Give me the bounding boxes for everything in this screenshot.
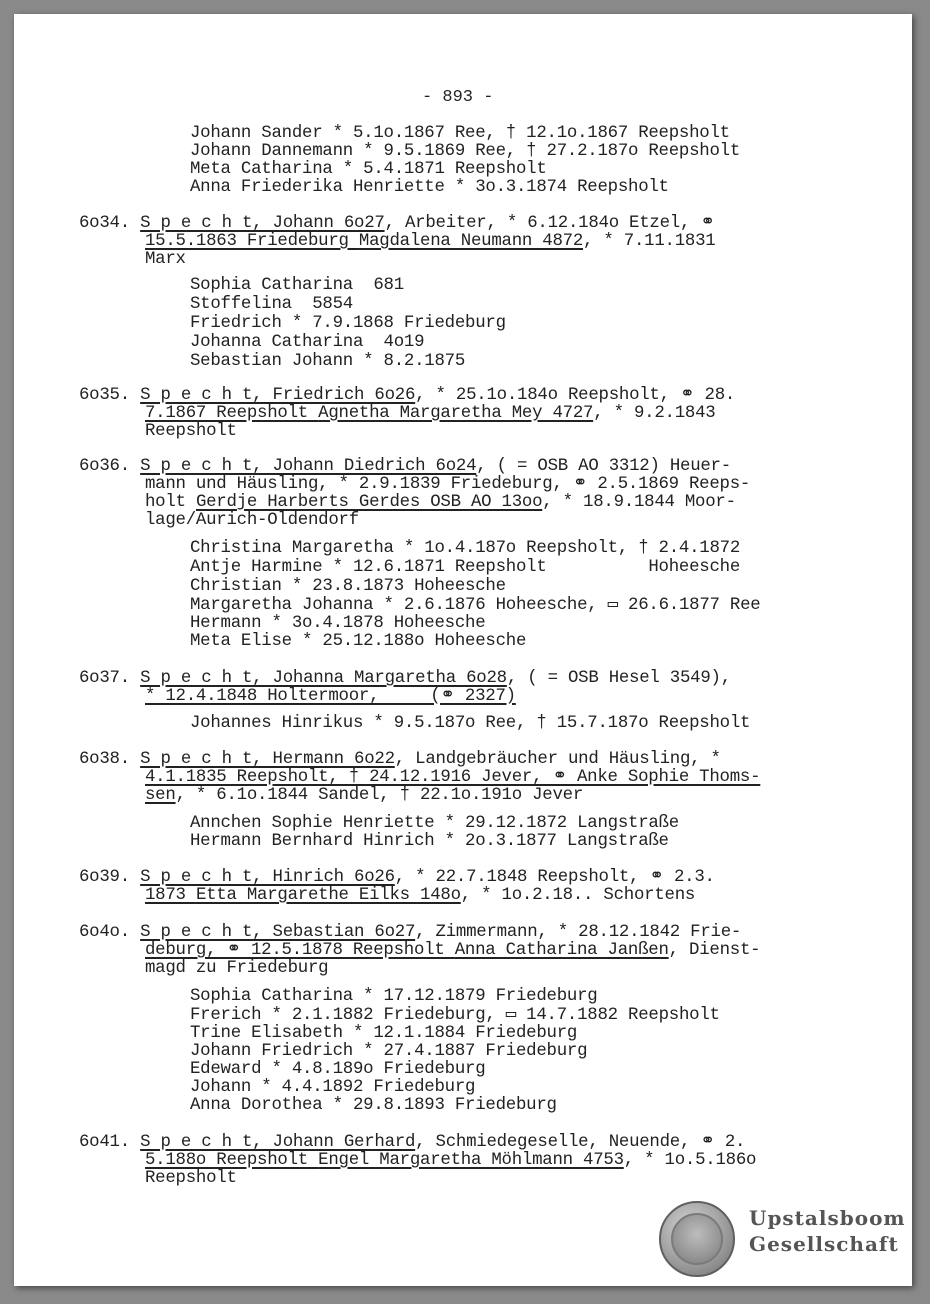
text-segment: Hermann Bernhard Hinrich * 2o.3.1877 Langstraße: [190, 832, 669, 851]
text-line: [190, 295, 353, 314]
text-segment: , ( = OSB AO 3312) Heuer-: [476, 457, 731, 476]
text-line: [190, 160, 547, 179]
text-segment: Sophia Catharina * 17.12.1879 Friedeburg: [190, 987, 598, 1006]
text-segment: 6o35.: [79, 386, 141, 405]
text-line: [190, 596, 760, 615]
text-line: [145, 475, 750, 494]
text-line: [145, 768, 760, 787]
underlined-segment: Magdalena Neumann 4872: [358, 232, 584, 251]
logo-text-line2: Gesellschaft: [749, 1232, 899, 1256]
text-line: [145, 687, 516, 706]
underlined-segment: 15.5.1863 Friedeburg: [145, 232, 359, 251]
text-line: [190, 832, 669, 851]
underlined-segment: Agnetha Margaretha Mey 4727: [318, 404, 594, 423]
text-line: [190, 714, 750, 733]
text-segment: Trine Elisabeth * 12.1.1884 Friedeburg: [190, 1024, 578, 1043]
page-number: - 893 -: [422, 88, 494, 107]
underlined-segment: Anke Sophie Thoms-: [576, 768, 761, 787]
text-line: [190, 539, 740, 558]
text-segment: Johann Friedrich * 27.4.1887 Friedeburg: [190, 1042, 588, 1061]
text-segment: holt: [145, 493, 196, 512]
text-segment: Anna Friederika Henriette * 3o.3.1874 Reepsholt: [190, 178, 669, 197]
text-line: [79, 923, 741, 942]
underlined-segment: S p e c h t, Hinrich 6o26: [140, 868, 395, 887]
underlined-segment: S p e c h t, Johann Diedrich 6o24: [140, 457, 477, 476]
text-line: [190, 558, 740, 577]
text-line: [145, 886, 695, 905]
text-line: [190, 1006, 720, 1025]
text-segment: , Landgebräucher und Häusling, *: [394, 750, 721, 769]
text-line: [145, 941, 760, 960]
text-segment: , * 22.7.1848 Reepsholt, ⚭ 2.3.: [394, 868, 715, 887]
text-line: [145, 232, 715, 251]
text-segment: , * 1o.5.186o: [623, 1151, 757, 1170]
text-line: [190, 124, 730, 143]
underlined-segment: Anna Catharina Janßen: [454, 941, 669, 960]
underlined-segment: S p e c h t, Johann 6o27: [140, 214, 385, 233]
text-segment: Annchen Sophie Henriette * 29.12.1872 Langstraße: [190, 814, 679, 833]
upstalsboom-logo: [659, 1201, 909, 1279]
seal-icon: [659, 1201, 735, 1277]
text-segment: , * 1o.2.18.. Schortens: [460, 886, 696, 905]
text-line: [190, 577, 506, 596]
text-segment: Meta Catharina * 5.4.1871 Reepsholt: [190, 160, 547, 179]
underlined-segment: 7.1867 Reepsholt: [145, 404, 319, 423]
text-segment: Johanna Catharina 4o19: [190, 333, 425, 352]
text-segment: Sebastian Johann * 8.2.1875: [190, 352, 466, 371]
text-segment: 6o37.: [79, 669, 141, 688]
text-segment: Johann Dannemann * 9.5.1869 Ree, † 27.2.187o Reepsholt: [190, 142, 741, 161]
text-segment: , * 25.1o.184o Reepsholt, ⚭ 28.: [415, 386, 736, 405]
underlined-segment: Engel Margaretha Möhlmann 4753: [318, 1151, 624, 1170]
underlined-segment: Etta Margarethe Eilks 148o: [195, 886, 461, 905]
text-segment: lage/Aurich-Oldendorf: [145, 511, 359, 530]
text-segment: , Schmiedegeselle, Neuende, ⚭ 2.: [415, 1133, 746, 1152]
text-segment: Christina Margaretha * 1o.4.187o Reepsholt, † 2.4.1872: [190, 539, 741, 558]
text-segment: magd zu Friedeburg: [145, 959, 329, 978]
logo-text-line1: Upstalsboom: [749, 1206, 906, 1230]
text-segment: Antje Harmine * 12.6.1871 Reepsholt Hoheesche: [190, 558, 741, 577]
text-line: [79, 457, 731, 476]
text-segment: 6o36.: [79, 457, 141, 476]
text-segment: , Arbeiter, * 6.12.184o Etzel, ⚭: [384, 214, 715, 233]
text-segment: mann und Häusling, * 2.9.1839 Friedeburg, ⚭ 2.5.1869 Reeps-: [145, 475, 751, 494]
underlined-segment: sen: [145, 786, 176, 805]
text-line: [190, 142, 740, 161]
text-segment: Johannes Hinrikus * 9.5.187o Ree, † 15.7.187o Reepsholt: [190, 714, 751, 733]
text-line: [190, 1024, 577, 1043]
text-segment: Edeward * 4.8.189o Friedeburg: [190, 1060, 486, 1079]
text-line: [145, 404, 715, 423]
text-segment: 6o41.: [79, 1133, 141, 1152]
text-line: [79, 669, 731, 688]
text-line: [145, 511, 359, 530]
text-line: [190, 276, 404, 295]
underlined-segment: 1873: [145, 886, 196, 905]
text-line: [145, 250, 186, 269]
underlined-segment: S p e c h t, Sebastian 6o27: [140, 923, 416, 942]
text-line: [190, 352, 465, 371]
text-segment: Friedrich * 7.9.1868 Friedeburg: [190, 314, 506, 333]
underlined-segment: * 12.4.1848 Holtermoor, (⚭ 2327): [145, 687, 516, 706]
text-segment: , * 9.2.1843: [593, 404, 716, 423]
text-line: [190, 632, 526, 651]
text-line: [79, 750, 721, 769]
text-line: [190, 1060, 485, 1079]
text-line: [190, 614, 485, 633]
underlined-segment: S p e c h t, Johanna Margaretha 6o28: [140, 669, 507, 688]
underlined-segment: S p e c h t, Friedrich 6o26: [140, 386, 416, 405]
text-segment: Christian * 23.8.1873 Hoheesche: [190, 577, 506, 596]
text-segment: , Zimmermann, * 28.12.1842 Frie-: [415, 923, 742, 942]
text-line: [79, 868, 715, 887]
text-line: [190, 1096, 557, 1115]
text-segment: 6o39.: [79, 868, 141, 887]
text-segment: Reepsholt: [145, 1169, 237, 1188]
underlined-segment: 4.1.1835 Reepsholt, † 24.12.1916 Jever, ⚭: [145, 768, 577, 787]
underlined-segment: deburg, ⚭ 12.5.1878 Reepsholt: [145, 941, 455, 960]
text-line: [79, 214, 715, 233]
document-page: [14, 14, 912, 1286]
text-line: [190, 1078, 475, 1097]
text-line: [190, 333, 424, 352]
text-line: [79, 1133, 745, 1152]
text-line: [190, 814, 679, 833]
text-line: [190, 314, 506, 333]
text-segment: , * 18.9.1844 Moor-: [542, 493, 736, 512]
text-segment: Sophia Catharina 681: [190, 276, 404, 295]
text-segment: 6o4o.: [79, 923, 141, 942]
text-line: [145, 493, 736, 512]
text-segment: 6o34.: [79, 214, 141, 233]
underlined-segment: S p e c h t, Hermann 6o22: [140, 750, 395, 769]
text-segment: , Dienst-: [668, 941, 761, 960]
text-line: [145, 1169, 237, 1188]
text-segment: Marx: [145, 250, 186, 269]
underlined-segment: 5.188o Reepsholt: [145, 1151, 319, 1170]
text-line: [190, 987, 597, 1006]
text-line: [190, 1042, 587, 1061]
text-segment: Reepsholt: [145, 422, 237, 441]
text-segment: Johann * 4.4.1892 Friedeburg: [190, 1078, 476, 1097]
text-segment: Stoffelina 5854: [190, 295, 353, 314]
text-segment: Meta Elise * 25.12.188o Hoheesche: [190, 632, 527, 651]
text-line: [190, 178, 669, 197]
text-segment: Johann Sander * 5.1o.1867 Ree, † 12.1o.1867 Reepsholt: [190, 124, 730, 143]
text-line: [145, 959, 328, 978]
text-segment: , ( = OSB Hesel 3549),: [506, 669, 731, 688]
underlined-segment: S p e c h t, Johann Gerhard: [140, 1133, 416, 1152]
text-line: [145, 786, 583, 805]
underlined-segment: Gerdje Harberts Gerdes OSB AO 13oo: [195, 493, 543, 512]
text-segment: Hermann * 3o.4.1878 Hoheesche: [190, 614, 486, 633]
text-segment: Frerich * 2.1.1882 Friedeburg, ▭ 14.7.1882 Reepsholt: [190, 1006, 720, 1025]
text-segment: , * 7.11.1831: [583, 232, 716, 251]
text-line: [145, 1151, 756, 1170]
text-line: [79, 386, 735, 405]
text-segment: Margaretha Johanna * 2.6.1876 Hoheesche, ▭ 26.6.1877 Ree: [190, 596, 761, 615]
text-segment: 6o38.: [79, 750, 141, 769]
text-segment: , * 6.1o.1844 Sandel, † 22.1o.191o Jever: [175, 786, 584, 805]
text-segment: Anna Dorothea * 29.8.1893 Friedeburg: [190, 1096, 557, 1115]
text-line: [145, 422, 237, 441]
